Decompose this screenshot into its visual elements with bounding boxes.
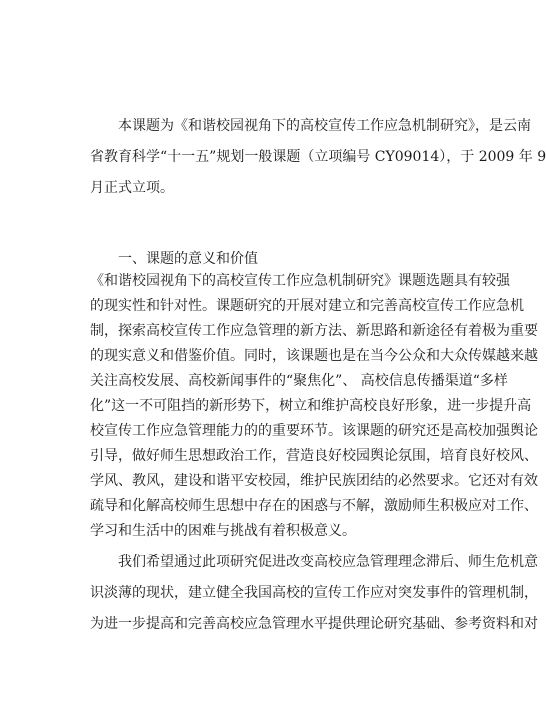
hope-line-2: 识淡薄的现状，建立健全我国高校的宣传工作应对突发事件的管理机制， (90, 585, 538, 601)
significance-line-11: 学习和生活中的困难与挑战有着积极意义。 (90, 523, 356, 539)
significance-line-2: 的现实性和针对性。课题研究的开展对建立和完善高校宣传工作应急机 (90, 298, 524, 314)
intro-line-3: 月正式立项。 (90, 180, 174, 196)
significance-line-10: 疏导和化解高校师生思想中存在的困惑与不解，激励师生积极应对工作、 (90, 498, 538, 514)
significance-line-5: 关注高校发展、高校新闻事件的“聚焦化”、 高校信息传播渠道“多样 (90, 373, 508, 389)
significance-line-9: 学风、教风，建设和谐平安校园，维护民族团结的必然要求。它还对有效 (90, 473, 538, 489)
intro-line-2: 省教育科学“十一五”规划一般课题（立项编号 CY09014），于 2009 年 9 (90, 149, 546, 165)
significance-line-1: 《和谐校园视角下的高校宣传工作应急机制研究》课题选题具有较强 (90, 273, 510, 289)
hope-line-3: 为进一步提高和完善高校应急管理水平提供理论研究基础、参考资料和对 (90, 616, 538, 632)
section-heading: 一、课题的意义和价值 (118, 251, 258, 267)
hope-line-1: 我们希望通过此项研究促进改变高校应急管理理念滞后、师生危机意 (118, 554, 538, 570)
significance-line-6: 化”这一不可阻挡的新形势下，树立和维护高校良好形象，进一步提升高 (90, 398, 532, 414)
intro-line-1: 本课题为《和谐校园视角下的高校宣传工作应急机制研究》，是云南 (118, 118, 531, 134)
significance-line-3: 制，探索高校宣传工作应急管理的新方法、新思路和新途径有着极为重要 (90, 323, 538, 339)
significance-line-8: 引导，做好师生思想政治工作，营造良好校园舆论氛围，培育良好校风、 (90, 448, 538, 464)
significance-line-7: 校宣传工作应急管理能力的的重要环节。该课题的研究还是高校加强舆论 (90, 423, 538, 439)
significance-line-4: 的现实意义和借鉴价值。同时，该课题也是在当今公众和大众传媒越来越 (90, 348, 538, 364)
